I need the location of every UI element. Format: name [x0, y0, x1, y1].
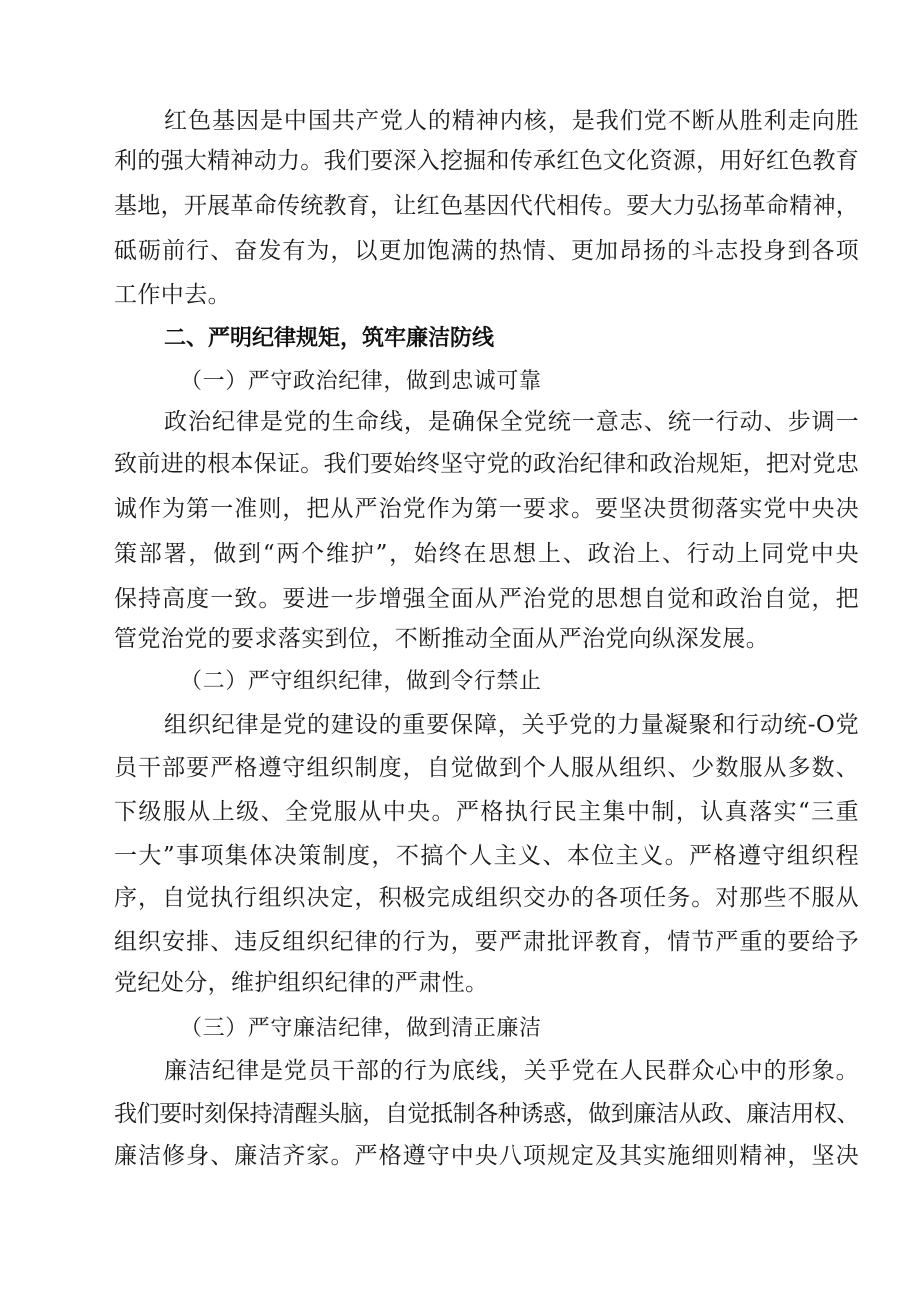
paragraph-line: 红色基因是中国共产党人的精神内核，是我们党不断从胜利走向胜: [164, 108, 859, 134]
paragraph-line: 致前进的根本保证。我们要始终坚守党的政治纪律和政治规矩，把对党忠: [114, 451, 859, 477]
paragraph-line: 一大”事项集体决策制度，不搞个人主义、本位主义。严格遵守组织程: [114, 843, 859, 869]
paragraph-line: 砥砺前行、奋发有为，以更加饱满的热情、更加昂扬的斗志投身到各项: [114, 238, 859, 264]
paragraph-line: 基地，开展革命传统教育，让红色基因代代相传。要大力弘扬革命精神，: [114, 193, 859, 219]
paragraph-line: 员干部要严格遵守组织制度，自觉做到个人服从组织、少数服从多数、: [114, 755, 859, 781]
paragraph-line: 工作中去。: [114, 282, 231, 308]
paragraph-line: 政治纪律是党的生命线，是确保全党统一意志、统一行动、步调一: [164, 409, 859, 435]
paragraph-line: 下级服从上级、全党服从中央。严格执行民主集中制，认真落实“三重: [114, 799, 859, 825]
paragraph-line: 廉洁纪律是党员干部的行为底线，关乎党在人民群众心中的形象。: [164, 1058, 859, 1084]
paragraph-line: 保持高度一致。要进一步增强全面从严治党的思想自觉和政治自觉，把: [114, 586, 859, 612]
paragraph-line: 我们要时刻保持清醒头脑，自觉抵制各种诱惑，做到廉洁从政、廉洁用权、: [114, 1101, 859, 1127]
paragraph-line: 管党治党的要求落实到位，不断推动全面从严治党向纵深发展。: [114, 626, 770, 652]
paragraph-line: 序，自觉执行组织决定，积极完成组织交办的各项任务。对那些不服从: [114, 885, 859, 911]
subsection-heading: （一）严守政治纪律，做到忠诚可靠: [180, 369, 542, 394]
paragraph-line: 策部署，做到“两个维护”，始终在思想上、政治上、行动上同党中央: [114, 541, 859, 567]
paragraph-line: 组织安排、违反组织纪律的行为，要严肃批评教育，情节严重的要给予: [114, 929, 859, 955]
subsection-heading: （三）严守廉洁纪律，做到清正廉洁: [180, 1016, 542, 1041]
paragraph-line: 党纪处分，维护组织纪律的严肃性。: [114, 970, 489, 996]
paragraph-line: 诚作为第一准则，把从严治党作为第一要求。要坚决贯彻落实党中央决: [114, 496, 859, 522]
section-heading: 二、严明纪律规矩，筑牢廉洁防线: [164, 326, 495, 351]
paragraph-line: 组织纪律是党的建设的重要保障，关乎党的力量凝聚和行动统-O党: [164, 712, 859, 738]
paragraph-line: 利的强大精神动力。我们要深入挖掘和传承红色文化资源，用好红色教育: [114, 148, 859, 174]
paragraph-line: 廉洁修身、廉洁齐家。严格遵守中央八项规定及其实施细则精神，坚决: [114, 1143, 859, 1169]
subsection-heading: （二）严守组织纪律，做到令行禁止: [180, 669, 542, 694]
